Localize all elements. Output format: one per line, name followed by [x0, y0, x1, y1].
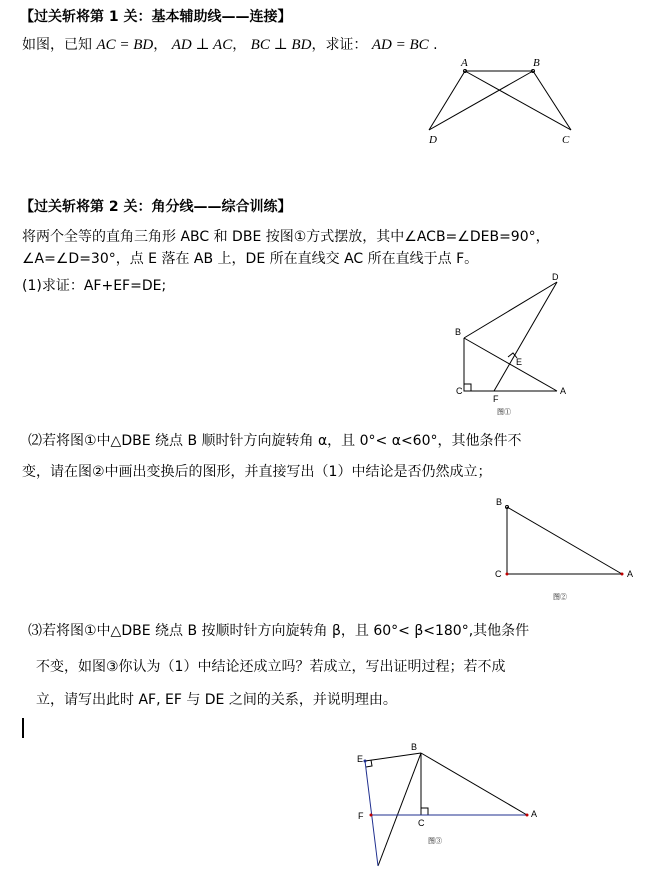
fig1-label-d: D [552, 272, 559, 282]
level2-q3-line2: 不变，如图③你认为（1）中结论还成立吗？若成立，写出证明过程；若不成 [36, 659, 506, 675]
fig2-label-b: B [496, 497, 503, 507]
level2-intro-line1: 将两个全等的直角三角形 ABC 和 DBE 按图①方式摆放，其中∠ACB=∠DEB=90°， [22, 229, 550, 245]
level2-q2-line2: 变，请在图②中画出变换后的图形，并直接写出（1）中结论是否仍然成立； [22, 464, 492, 480]
fig2-label-a: A [627, 569, 634, 579]
fig1-label-b: B [455, 327, 462, 337]
level1-prove-label: 求证： [325, 37, 368, 53]
level2-intro-line2: ∠A=∠D=30°，点 E 落在 AB 上，DE 所在直线交 AC 所在直线于点 F。 [22, 251, 479, 267]
fig3-right-angle-c [421, 808, 428, 815]
fig1-label-e: E [516, 357, 523, 367]
level1-problem-prefix: 如图，已知 [22, 37, 92, 53]
fig3-point-e [364, 760, 367, 763]
fig3-segment-ba [421, 753, 527, 815]
label-a: A [461, 57, 468, 69]
level2-q2-line1: ⑵若将图①中△DBE 绕点 B 顺时针方向旋转角 α，且 0°< α<60°，其他条件不 [28, 433, 522, 449]
label-c: C [562, 134, 570, 146]
level1-prove: AD = BC [371, 37, 429, 53]
fig3-label-f: F [358, 811, 364, 821]
level1-heading: 【过关斩将第 1 关：基本辅助线——连接】 [20, 9, 292, 25]
level2-q3-line1: ⑶若将图①中△DBE 绕点 B 按顺时针方向旋转角 β，且 60°< β<180°,其他条件 [28, 623, 530, 639]
fig2-caption: 图② [553, 594, 567, 601]
fig3-point-f [370, 814, 373, 817]
level2-heading: 【过关斩将第 2 关：角分线——综合训练】 [20, 199, 292, 215]
fig3-segment-eb [365, 753, 421, 761]
level2-q1: (1)求证：AF+EF=DE; [22, 278, 167, 294]
fig3-label-b: B [411, 742, 418, 752]
level1-problem: 如图，已知 AC = BD， AD ⊥ AC， BC ⊥ BD，求证： AD = BC . [22, 37, 438, 53]
fig1-label-f: F [493, 394, 499, 404]
fig1-label-a: A [560, 386, 567, 396]
label-b: B [533, 57, 540, 69]
fig3-label-a: A [531, 809, 538, 819]
fig1-caption: 图① [497, 409, 511, 416]
fig3-label-c: C [418, 818, 425, 828]
level2-q3-line3: 立，请写出此时 AF, EF 与 DE 之间的关系，并说明理由。 [36, 692, 397, 708]
fig3-point-a [526, 814, 529, 817]
level1-cond1: AC = BD [96, 37, 154, 53]
fig3-label-e: E [357, 754, 364, 764]
fig3-segment-e-bottom [365, 761, 378, 866]
fig3-segment-b-bottom [378, 753, 421, 866]
level1-cond2: AD ⊥ AC [171, 37, 233, 53]
fig1-label-c: C [456, 386, 463, 396]
fig3-caption: 图③ [428, 838, 442, 845]
fig2-label-c: C [495, 569, 502, 579]
label-d: D [429, 134, 437, 146]
level1-cond3: BC ⊥ BD [250, 37, 312, 53]
